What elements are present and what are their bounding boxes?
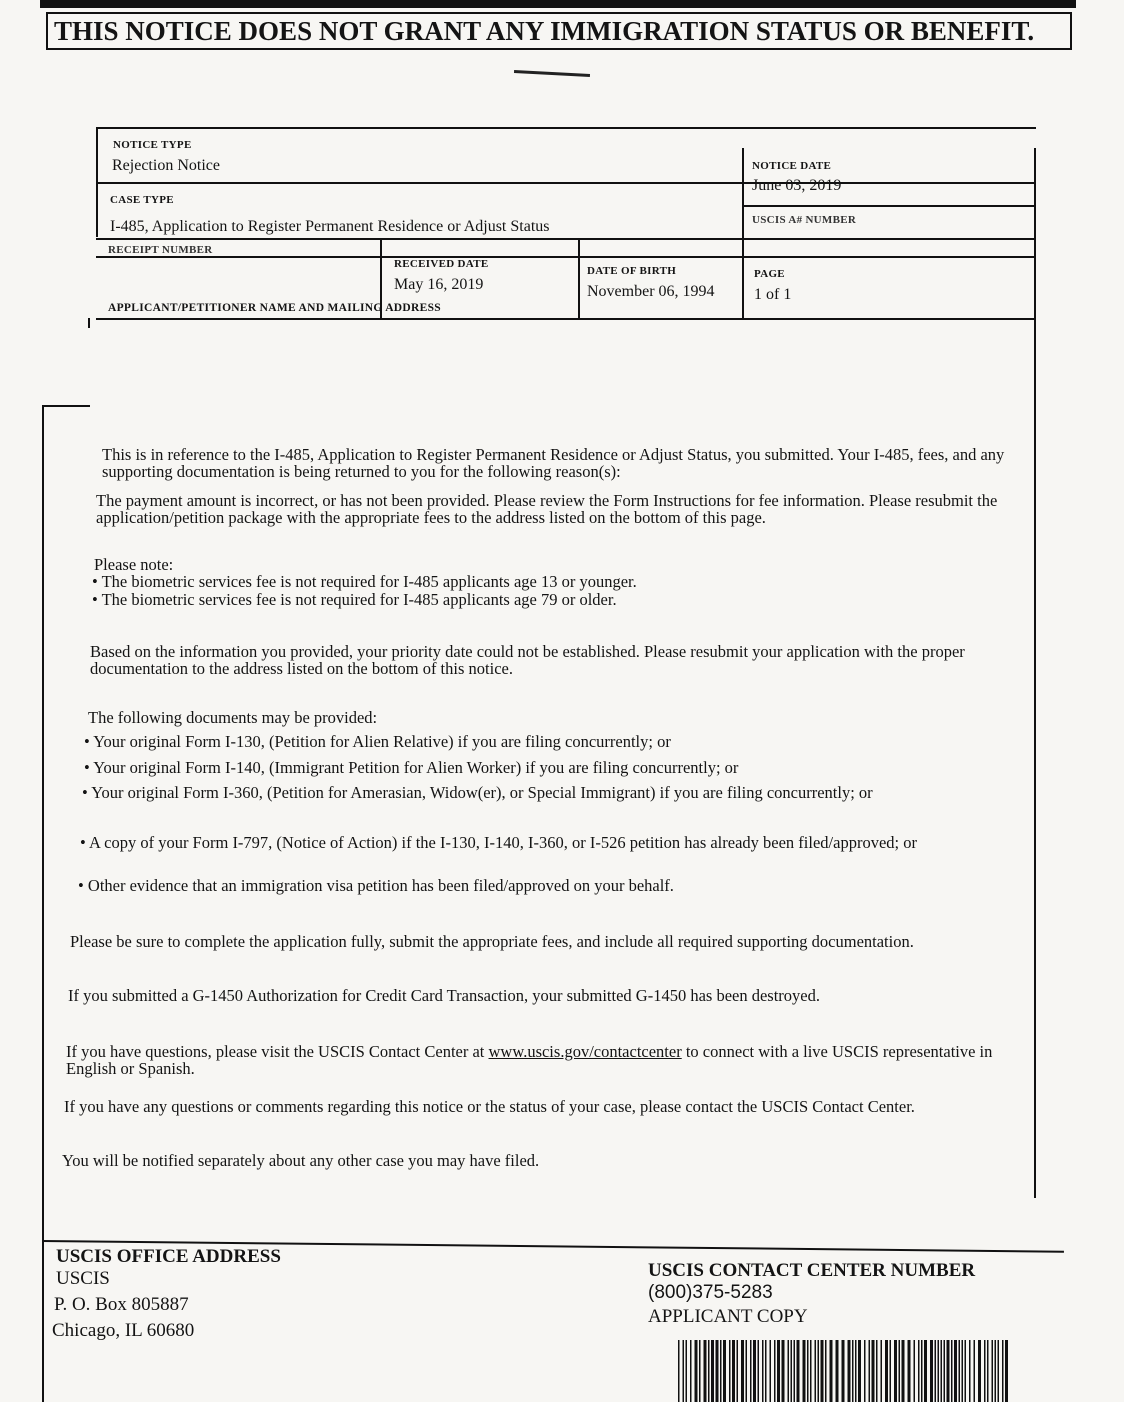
docs-item: • A copy of your Form I-797, (Notice of Action) if the I-130, I-140, I-360, or I-526 petition has already been filed/approved; or xyxy=(80,833,917,852)
note-heading: Please note: xyxy=(94,555,174,574)
barcode-bar xyxy=(914,1340,916,1402)
barcode-bar xyxy=(762,1340,764,1402)
receipt-number-label: RECEIPT NUMBER xyxy=(108,244,213,256)
docs-item: • Other evidence that an immigration visa petition has been filed/approved on your behalf. xyxy=(78,876,674,895)
docs-item: • Your original Form I-360, (Petition for Amerasian, Widow(er), or Special Immigrant) if you are filing concurrently; or xyxy=(82,783,873,802)
note-item: • The biometric services fee is not required for I-485 applicants age 13 or younger. xyxy=(92,572,637,591)
rule xyxy=(42,405,44,1402)
contact-center-text: to connect with a live USCIS representative in English or Spanish. xyxy=(66,1042,993,1078)
docs-heading: The following documents may be provided: xyxy=(88,708,378,727)
rule xyxy=(1034,318,1036,1198)
barcode-bar xyxy=(902,1340,905,1402)
rule xyxy=(742,148,744,318)
barcode-bar xyxy=(876,1340,878,1402)
barcode-bar xyxy=(758,1340,760,1402)
barcode-bar xyxy=(978,1340,981,1402)
barcode-bar xyxy=(797,1340,800,1402)
uscis-number-label: USCIS A# NUMBER xyxy=(752,214,857,226)
office-address-line: USCIS xyxy=(56,1268,110,1289)
barcode-bar xyxy=(848,1340,851,1402)
barcode-bar xyxy=(899,1340,901,1402)
contact-center-link[interactable]: www.uscis.gov/contactcenter xyxy=(488,1042,682,1061)
barcode-bar xyxy=(930,1340,933,1402)
barcode-bar xyxy=(998,1340,1000,1402)
paragraph-contact-center xyxy=(66,1043,1026,1077)
barcode-bar xyxy=(788,1340,790,1402)
rule xyxy=(96,256,1036,258)
received-date-value: May 16, 2019 xyxy=(394,276,484,293)
rule xyxy=(96,127,98,237)
rule xyxy=(1034,148,1036,318)
rule xyxy=(96,238,1036,240)
barcode-bar xyxy=(690,1340,692,1402)
paragraph-questions: If you have any questions or comments regarding this notice or the status of your case, please contact the USCIS Contact Center. xyxy=(64,1097,915,1116)
office-address-line: P. O. Box 805887 xyxy=(54,1294,189,1315)
barcode-bar xyxy=(924,1340,927,1402)
paragraph-other-case: You will be notified separately about any other case you may have filed. xyxy=(62,1151,540,1170)
office-address-label: USCIS OFFICE ADDRESS xyxy=(56,1246,281,1267)
paragraph-priority-date: Based on the information you provided, your priority date could not be established. Please resubmit your application with the proper documentation to the address listed on the bottom of this notice. xyxy=(90,642,965,678)
barcode-bar xyxy=(935,1340,937,1402)
docs-item: • Your original Form I-130, (Petition for Alien Relative) if you are filing concurrently; or xyxy=(84,732,671,751)
rule xyxy=(88,318,90,328)
barcode-bar xyxy=(885,1340,888,1402)
barcode-bar xyxy=(852,1340,854,1402)
paragraph-g1450: If you submitted a G-1450 Authorization for Credit Card Transaction, your submitted G-1450 has been destroyed. xyxy=(68,986,820,1005)
paragraph-complete: Please be sure to complete the application fully, submit the appropriate fees, and include all required supporting documentation. xyxy=(70,932,914,951)
applicant-label: APPLICANT/PETITIONER NAME AND MAILING ADDRESS xyxy=(108,302,441,314)
contact-center-label: USCIS CONTACT CENTER NUMBER xyxy=(648,1260,976,1281)
barcode-bar xyxy=(746,1340,748,1402)
barcode-bar xyxy=(864,1340,866,1402)
barcode-bar xyxy=(969,1340,971,1402)
rule xyxy=(96,127,1036,129)
barcode-bar xyxy=(803,1340,806,1402)
barcode-bar xyxy=(791,1340,793,1402)
page-value: 1 of 1 xyxy=(754,286,792,303)
barcode-bar xyxy=(992,1340,994,1402)
barcode-bar xyxy=(869,1340,871,1402)
case-type-label: CASE TYPE xyxy=(110,194,174,206)
received-date-label: RECEIVED DATE xyxy=(394,258,489,270)
barcode-bar xyxy=(777,1340,780,1402)
case-type-value: I-485, Application to Register Permanent Residence or Adjust Status xyxy=(110,218,550,235)
barcode xyxy=(678,1340,1008,1402)
barcode-bar xyxy=(765,1340,767,1402)
barcode-bar xyxy=(881,1340,883,1402)
barcode-bar xyxy=(855,1340,857,1402)
barcode-bar xyxy=(1002,1340,1004,1402)
barcode-bar xyxy=(951,1340,953,1402)
barcode-bar xyxy=(890,1340,892,1402)
contact-center-number: (800)375-5283 xyxy=(648,1282,773,1303)
barcode-bar xyxy=(965,1340,967,1402)
barcode-bar xyxy=(941,1340,943,1402)
barcode-bar xyxy=(720,1340,722,1402)
top-black-bar xyxy=(40,0,1076,8)
barcode-bar xyxy=(818,1340,820,1402)
barcode-bar xyxy=(810,1340,812,1402)
docs-item: • Your original Form I-140, (Immigrant Petition for Alien Worker) if you are filing concurrently; or xyxy=(84,758,739,777)
barcode-bar xyxy=(908,1340,911,1402)
barcode-bar xyxy=(716,1340,719,1402)
barcode-bar xyxy=(708,1340,710,1402)
notice-type-value: Rejection Notice xyxy=(112,157,220,174)
barcode-bar xyxy=(686,1340,688,1402)
barcode-bar xyxy=(894,1340,897,1402)
barcode-bar xyxy=(737,1340,739,1402)
barcode-bar xyxy=(995,1340,997,1402)
notice-type-label: NOTICE TYPE xyxy=(113,139,192,151)
barcode-bar xyxy=(732,1340,735,1402)
dob-label: DATE OF BIRTH xyxy=(587,265,677,277)
barcode-bar xyxy=(750,1340,752,1402)
barcode-bar xyxy=(921,1340,923,1402)
barcode-bar xyxy=(678,1340,680,1402)
notice-date-value: June 03, 2019 xyxy=(752,177,842,194)
rule xyxy=(578,240,580,318)
barcode-bar xyxy=(821,1340,824,1402)
barcode-bar xyxy=(825,1340,827,1402)
barcode-bar xyxy=(723,1340,726,1402)
applicant-copy-label: APPLICANT COPY xyxy=(648,1306,808,1327)
barcode-bar xyxy=(842,1340,845,1402)
barcode-bar xyxy=(695,1340,698,1402)
barcode-bar xyxy=(704,1340,707,1402)
barcode-bar xyxy=(858,1340,861,1402)
barcode-bar xyxy=(770,1340,772,1402)
barcode-bar xyxy=(774,1340,776,1402)
barcode-bar xyxy=(815,1340,817,1402)
barcode-bar xyxy=(699,1340,701,1402)
barcode-bar xyxy=(947,1340,950,1402)
barcode-bar xyxy=(782,1340,785,1402)
pen-mark xyxy=(514,70,590,77)
barcode-bar xyxy=(938,1340,940,1402)
office-address-line: Chicago, IL 60680 xyxy=(52,1320,195,1341)
barcode-bar xyxy=(872,1340,875,1402)
notice-banner: THIS NOTICE DOES NOT GRANT ANY IMMIGRATION STATUS OR BENEFIT. xyxy=(46,12,1072,50)
notice-date-label: NOTICE DATE xyxy=(752,160,832,172)
barcode-bar xyxy=(974,1340,976,1402)
barcode-bar xyxy=(954,1340,957,1402)
barcode-bar xyxy=(729,1340,731,1402)
paragraph-reference: This is in reference to the I-485, Application to Register Permanent Residence or Adjust Status, you submitted. Your I-485, fees, and any supporting documentation is being returned to you for the following reason(s): xyxy=(102,445,1005,481)
barcode-bar xyxy=(794,1340,796,1402)
barcode-bar xyxy=(683,1340,685,1402)
barcode-bar xyxy=(807,1340,809,1402)
barcode-bar xyxy=(741,1340,744,1402)
page-label: PAGE xyxy=(754,268,785,280)
rule xyxy=(96,318,1036,320)
barcode-bar xyxy=(987,1340,989,1402)
barcode-bar xyxy=(1005,1340,1008,1402)
note-item: • The biometric services fee is not required for I-485 applicants age 79 or older. xyxy=(92,590,617,609)
barcode-bar xyxy=(959,1340,961,1402)
barcode-bar xyxy=(962,1340,964,1402)
dob-value: November 06, 1994 xyxy=(587,283,715,300)
rule xyxy=(96,182,1036,184)
barcode-bar xyxy=(753,1340,756,1402)
paragraph-payment: The payment amount is incorrect, or has not been provided. Please review the Form Instructions for fee information. Please resubmit the application/petition package with the appropriate fees to the address listed on the bottom of this page. xyxy=(96,491,998,527)
barcode-bar xyxy=(836,1340,839,1402)
contact-center-text: If you have questions, please visit the USCIS Contact Center at xyxy=(66,1042,489,1061)
barcode-bar xyxy=(984,1340,986,1402)
barcode-bar xyxy=(944,1340,946,1402)
rule xyxy=(42,405,90,407)
barcode-bar xyxy=(711,1340,714,1402)
barcode-bar xyxy=(830,1340,833,1402)
rule xyxy=(742,205,1036,207)
barcode-bar xyxy=(918,1340,920,1402)
